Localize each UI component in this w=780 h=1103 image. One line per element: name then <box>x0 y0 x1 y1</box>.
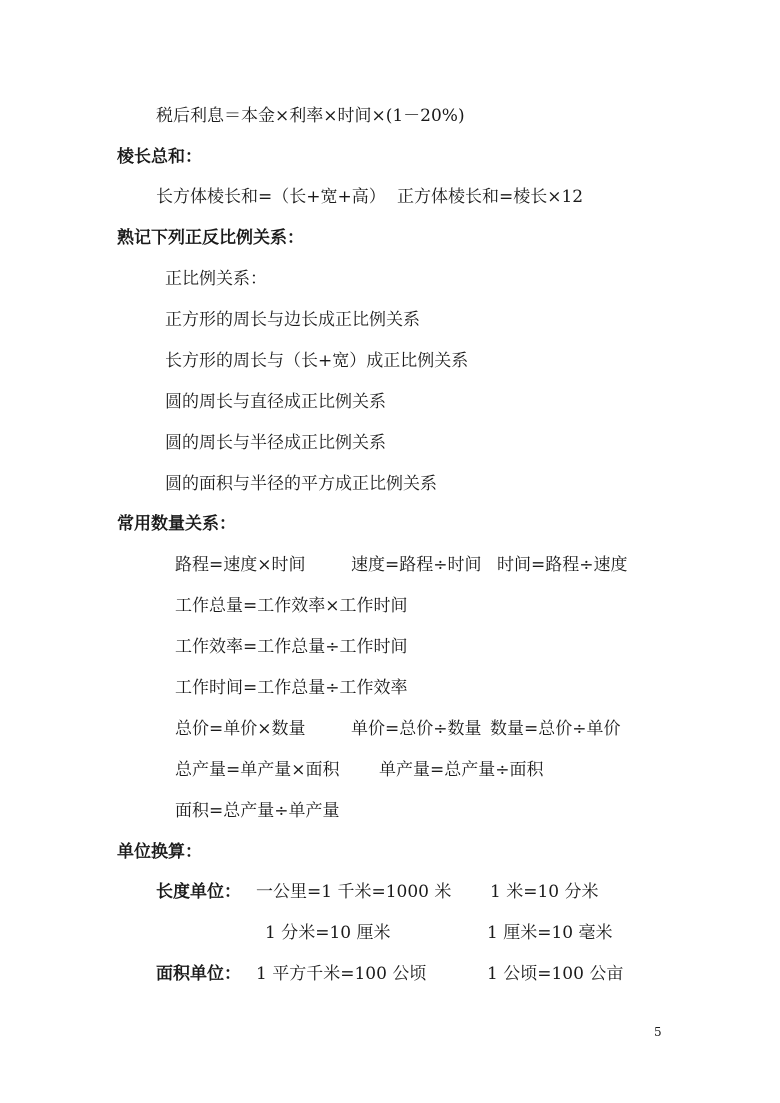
work-total-formula: 工作总量=工作效率×工作时间 <box>175 596 408 616</box>
direct-proportion-title: 正比例关系： <box>165 269 267 289</box>
distance-formula: 路程=速度×时间 <box>175 555 306 575</box>
proportion-item: 圆的面积与半径的平方成正比例关系 <box>165 474 437 494</box>
work-efficiency-formula: 工作效率=工作总量÷工作时间 <box>175 637 408 657</box>
km-conversion: 一公里=1 千米=1000 米 <box>256 882 452 902</box>
cuboid-edge-formula: 长方体棱长和=（长+宽+高） <box>156 187 386 207</box>
proportion-item: 正方形的周长与边长成正比例关系 <box>165 310 420 330</box>
proportion-item: 圆的周长与半径成正比例关系 <box>165 433 386 453</box>
unit-price-formula: 单价=总价÷数量 <box>351 719 482 739</box>
area-unit-label: 面积单位： <box>156 964 241 984</box>
dm-conversion: 1 分米=10 厘米 <box>265 923 391 943</box>
hectare-conversion: 1 公顷=100 公亩 <box>487 964 624 984</box>
heading-proportions: 熟记下列正反比例关系： <box>117 228 304 248</box>
speed-formula: 速度=路程÷时间 <box>351 555 482 575</box>
page-number: 5 <box>654 1025 662 1039</box>
area-formula: 面积=总产量÷单产量 <box>175 801 340 821</box>
work-time-formula: 工作时间=工作总量÷工作效率 <box>175 678 408 698</box>
cm-conversion: 1 厘米=10 毫米 <box>487 923 613 943</box>
cube-edge-formula: 正方体棱长和=棱长×12 <box>397 187 584 207</box>
proportion-item: 长方形的周长与（长+宽）成正比例关系 <box>165 351 469 371</box>
proportion-item: 圆的周长与直径成正比例关系 <box>165 392 386 412</box>
quantity-formula: 数量=总价÷单价 <box>490 719 621 739</box>
heading-quantities: 常用数量关系： <box>117 514 236 534</box>
total-price-formula: 总价=单价×数量 <box>175 719 306 739</box>
tax-interest-formula: 税后利息＝本金×利率×时间×(1－20%) <box>156 106 465 126</box>
heading-units: 单位换算： <box>117 842 202 862</box>
heading-edge-sum: 棱长总和： <box>117 147 202 167</box>
length-unit-label: 长度单位： <box>156 882 241 902</box>
unit-yield-formula: 单产量=总产量÷面积 <box>379 760 544 780</box>
sqkm-conversion: 1 平方千米=100 公顷 <box>256 964 427 984</box>
total-yield-formula: 总产量=单产量×面积 <box>175 760 340 780</box>
time-formula: 时间=路程÷速度 <box>497 555 628 575</box>
m-conversion: 1 米=10 分米 <box>490 882 599 902</box>
